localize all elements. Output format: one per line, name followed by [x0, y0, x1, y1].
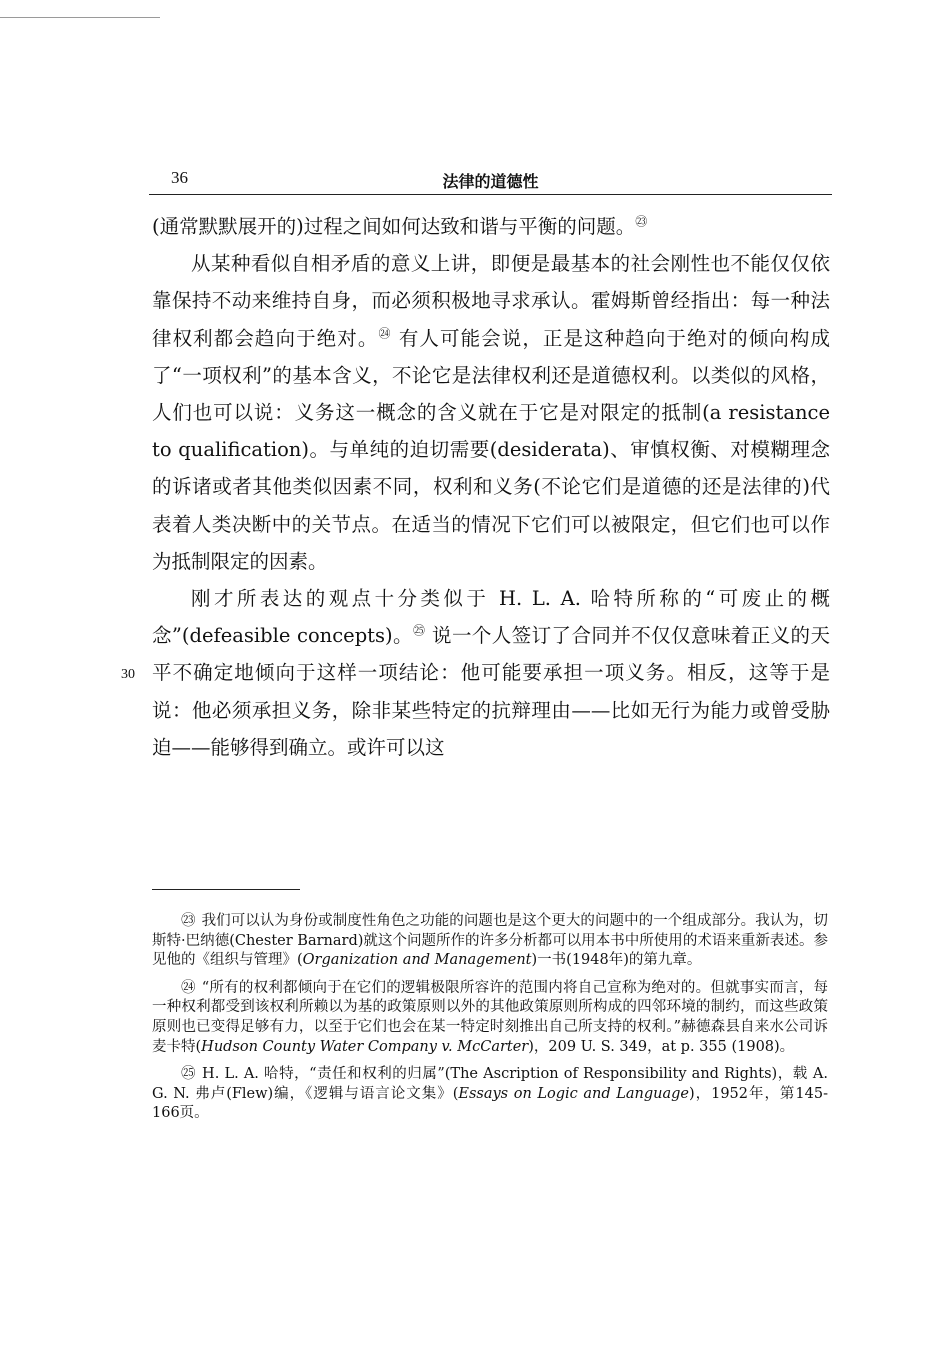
paragraph-text: 有人可能会说，正是这种趋向于绝对的倾向构成了“一项权利”的基本含义，不论它是法律权利还是道德权利。以类似的风格，人们也可以说：义务这一概念的含义就在于它是对限定的抵制(a resistance to qualification)。与单纯的迫切需要(desiderata)、审慎权衡、对模糊理念的诉诸或者其他类似因素不同，权利和义务(不论它们是道德的还是法律的)代表着人类决断中的关节点。在适当的情况下它们可以被限定，但它们也可以作为抵制限定的因素。: [152, 326, 830, 573]
footnote-text: 我们可以认为身份或制度性角色之功能的问题也是这个更大的问题中的一个组成部分。我认为，切斯特·巴纳德(Chester Barnard)就这个问题所作的许多分析都可以用本书中所使用的术语来重新表述。参见他的《组织与管理》(: [152, 913, 829, 969]
margin-line-number: 30: [121, 667, 135, 682]
paragraph-text: 刚才所表达的观点十分类似于 H. L. A. 哈特所称的“可废止的概念”(defeasible concepts)。: [152, 587, 830, 648]
footnote-divider: [152, 889, 300, 890]
page-header: [149, 168, 832, 195]
footnote-ref-24[interactable]: ㉔: [378, 326, 392, 341]
paragraph-text: (通常默默展开的)过程之间如何达致和谐与平衡的问题。: [152, 215, 636, 238]
paragraph-text: 从某种看似自相矛盾的意义上讲，即便是最基本的社会刚性也不能仅仅依靠保持不动来维持自身，而必须积极地寻求承认。霍姆斯曾经指出：每一种法律权利都会趋向于绝对。: [152, 252, 830, 350]
running-title: 法律的道德性: [442, 172, 539, 191]
footnote-23: [152, 912, 828, 971]
footnotes: [152, 912, 828, 1132]
footnote-ref-25[interactable]: ㉕: [412, 623, 426, 638]
footnote-25: [152, 1065, 828, 1124]
paragraph-defeasible: [152, 580, 830, 766]
footnote-title-en: Organization and Management: [302, 952, 532, 969]
footnote-mark: ㉕: [181, 1066, 197, 1083]
footnote-text: )一书(1948年)的第九章。: [531, 952, 702, 969]
footnote-mark: ㉓: [181, 913, 196, 929]
paragraph-text: 说一个人签订了合同并不仅仅意味着正义的天平不确定地倾向于这样一项结论：他可能要承担一项义务。相反，这等于是说：他必须承担义务，除非某些特定的抗辩理由——比如无行为能力或曾受胁迫——能够得到确立。或许可以这: [152, 624, 830, 759]
paragraph-continued: [152, 208, 830, 245]
footnote-title-en: Essays on Logic and Language: [458, 1085, 689, 1102]
footnote-ref-23[interactable]: ㉓: [635, 214, 648, 229]
body-text: [152, 208, 830, 766]
footnote-text: “所有的权利都倾向于在它们的逻辑极限所容许的范围内将自己宣称为绝对的。但就事实而言，每一种权利都受到该权利所赖以为基的政策原则以外的其他政策原则所构成的四邻环境的制约，而这些政策原则也已变得足够有力，以至于它们也会在某一特定时刻推出自己所支持的权利。”赫德森县自来水公司诉麦卡特(: [152, 979, 828, 1055]
footnote-24: [152, 979, 828, 1057]
footnote-case-en: Hudson County Water Company v. McCarter: [201, 1038, 529, 1055]
page-number: 36: [171, 168, 188, 187]
footnote-text: )，209 U. S. 349，at p. 355 (1908)。: [528, 1038, 795, 1055]
footnote-text: H. L. A. 哈特，“责任和权利的归属”(The Ascription of Responsibility and Rights)，载 A. G. N. 弗卢(Flew)编，《逻辑与语言论文集》(: [152, 1066, 829, 1102]
paragraph-rights-duties: [152, 245, 830, 580]
footnote-text: )，1952年，第145-166页。: [152, 1085, 828, 1122]
footnote-mark: ㉔: [181, 979, 196, 996]
scan-edge-rule: [0, 17, 160, 18]
